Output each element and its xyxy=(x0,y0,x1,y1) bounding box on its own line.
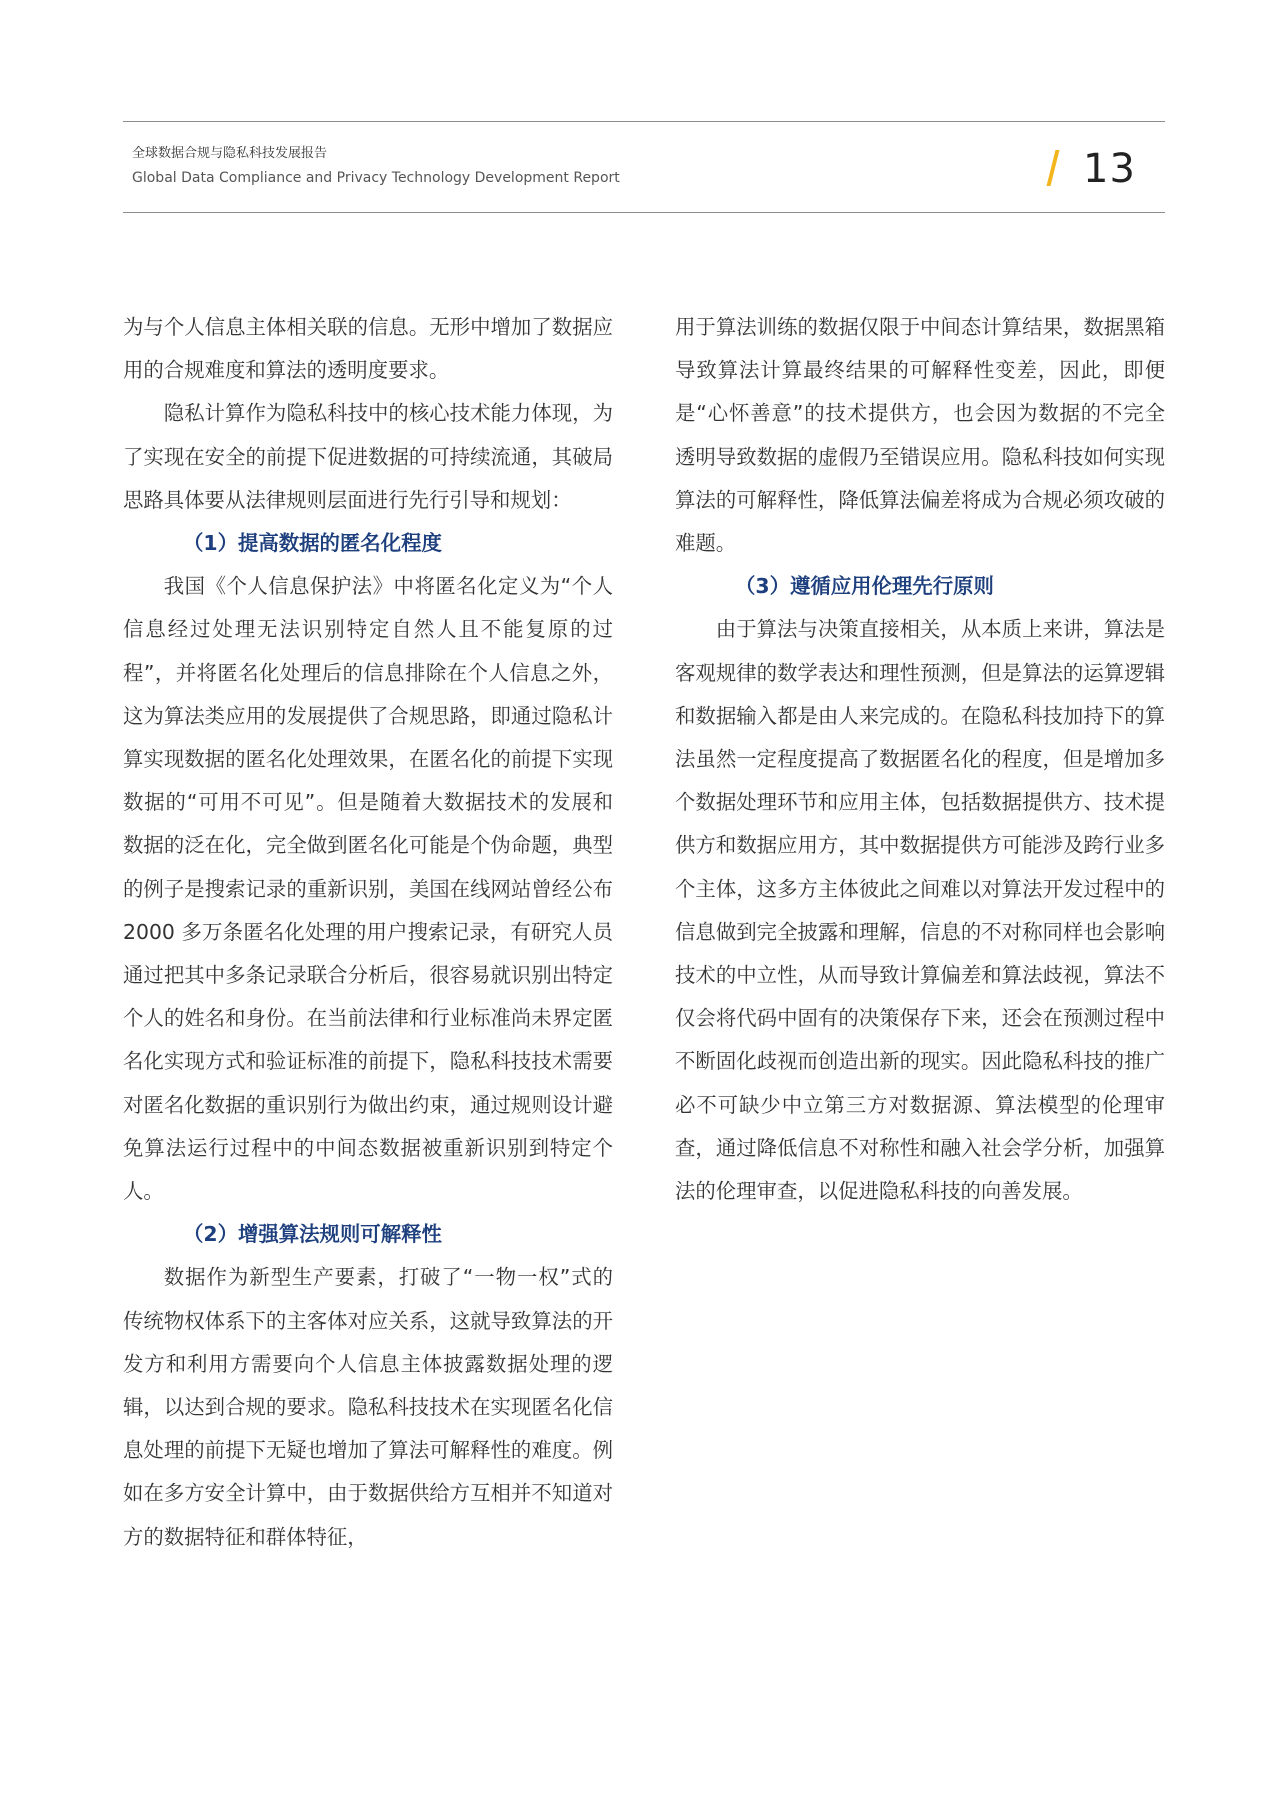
page-header xyxy=(123,121,1165,213)
paragraph: 数据作为新型生产要素，打破了“一物一权”式的传统物权体系下的主客体对应关系，这就导致算法的开发方和利用方需要向个人信息主体披露数据处理的逻辑，以达到合规的要求。隐私科技技术在实现匿名化信息处理的前提下无疑也增加了算法可解释性的难度。例如在多方安全计算中，由于数据供给方互相并不知道对方的数据特征和群体特征， xyxy=(123,1265,613,1549)
left-column xyxy=(123,306,613,1559)
right-column xyxy=(675,306,1165,1213)
paragraph: 我国《个人信息保护法》中将匿名化定义为“个人信息经过处理无法识别特定自然人且不能复原的过程”，并将匿名化处理后的信息排除在个人信息之外，这为算法类应用的发展提供了合规思路，即通过隐私计算实现数据的匿名化处理效果，在匿名化的前提下实现数据的“可用不可见”。但是随着大数据技术的发展和数据的泛在化，完全做到匿名化可能是个伪命题，典型的例子是搜索记录的重新识别，美国在线网站曾经公布 2000 多万条匿名化处理的用户搜索记录，有研究人员通过把其中多条记录联合分析后，很容易就识别出特定个人的姓名和身份。在当前法律和行业标准尚未界定匿名化实现方式和验证标准的前提下，隐私科技技术需要对匿名化数据的重识别行为做出约束，通过规则设计避免算法运行过程中的中间态数据被重新识别到特定个人。 xyxy=(123,574,613,1204)
paragraph: 由于算法与决策直接相关，从本质上来讲，算法是客观规律的数学表达和理性预测，但是算法的运算逻辑和数据输入都是由人来完成的。在隐私科技加持下的算法虽然一定程度提高了数据匿名化的程度，但是增加多个数据处理环节和应用主体，包括数据提供方、技术提供方和数据应用方，其中数据提供方可能涉及跨行业多个主体，这多方主体彼此之间难以对算法开发过程中的信息做到完全披露和理解，信息的不对称同样也会影响技术的中立性，从而导致计算偏差和算法歧视，算法不仅会将代码中固有的决策保存下来，还会在预测过程中不断固化歧视而创造出新的现实。因此隐私科技的推广必不可缺少中立第三方对数据源、算法模型的伦理审查，通过降低信息不对称性和融入社会学分析，加强算法的伦理审查，以促进隐私科技的向善发展。 xyxy=(675,617,1165,1204)
report-title-cn: 全球数据合规与隐私科技发展报告 xyxy=(132,146,328,161)
accent-slash xyxy=(1047,150,1060,186)
section-heading: （2）增强算法规则可解释性 xyxy=(183,1222,442,1247)
paragraph: 为与个人信息主体相关联的信息。无形中增加了数据应用的合规难度和算法的透明度要求。 xyxy=(123,315,613,383)
section-heading: （1）提高数据的匿名化程度 xyxy=(183,531,442,556)
paragraph: 隐私计算作为隐私科技中的核心技术能力体现，为了实现在安全的前提下促进数据的可持续流通，其破局思路具体要从法律规则层面进行先行引导和规划： xyxy=(123,401,613,512)
paragraph: 用于算法训练的数据仅限于中间态计算结果，数据黑箱导致算法计算最终结果的可解释性变差，因此，即便是“心怀善意”的技术提供方，也会因为数据的不完全透明导致数据的虚假乃至错误应用。隐私科技如何实现算法的可解释性，降低算法偏差将成为合规必须攻破的难题。 xyxy=(675,315,1165,556)
report-title-en: Global Data Compliance and Privacy Technology Development Report xyxy=(132,170,620,186)
section-heading: （3）遵循应用伦理先行原则 xyxy=(735,574,994,599)
page-number: 13 xyxy=(1083,146,1136,192)
